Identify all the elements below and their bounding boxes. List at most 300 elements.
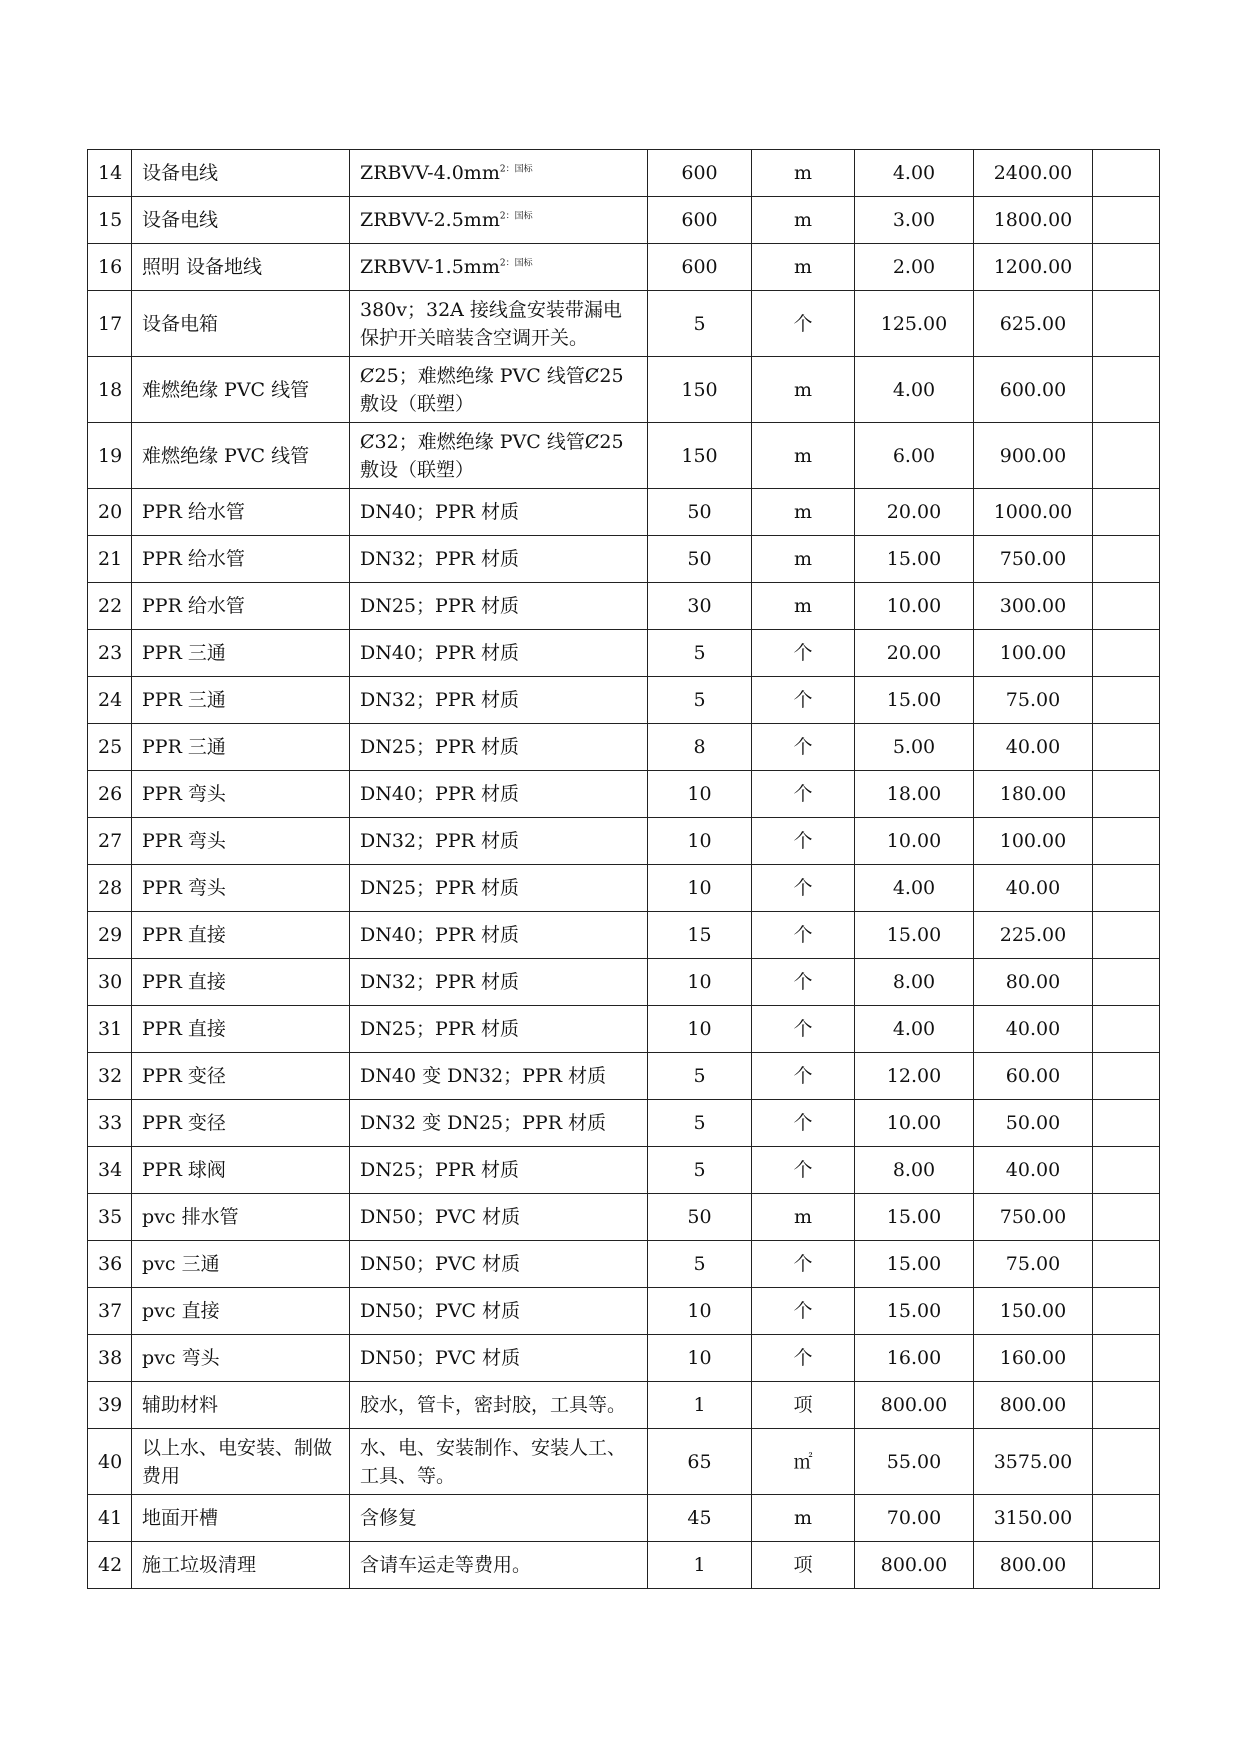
item-remark-cell — [1093, 1542, 1160, 1589]
item-unit-text: ㎡ — [793, 1450, 813, 1473]
item-unit-cell — [752, 1053, 855, 1100]
item-quantity-cell — [648, 1053, 752, 1100]
item-name-text: PPR 球阀 — [142, 1159, 226, 1181]
item-spec-cell — [350, 583, 648, 630]
item-number-text: 16 — [98, 256, 123, 278]
item-total-text: 625.00 — [999, 312, 1067, 335]
item-unit-price-cell — [855, 1241, 974, 1288]
item-spec-cell — [350, 423, 648, 489]
item-unit-price-cell — [855, 771, 974, 818]
item-total-text: 150.00 — [999, 1300, 1067, 1322]
item-total-cell — [974, 1429, 1093, 1495]
spec-superscript-note: 2：国标 — [499, 164, 533, 175]
item-remark-cell — [1093, 724, 1160, 771]
item-name-cell — [132, 1335, 350, 1382]
item-unit-cell — [752, 583, 855, 630]
item-unit-text: m — [793, 595, 813, 617]
item-total-text: 180.00 — [999, 783, 1067, 805]
item-unit-price-text: 125.00 — [880, 312, 948, 335]
item-total-text: 1200.00 — [993, 256, 1073, 278]
table-row — [88, 912, 1160, 959]
item-unit-cell — [752, 1288, 855, 1335]
item-total-text: 800.00 — [999, 1554, 1067, 1576]
table-row — [88, 1006, 1160, 1053]
table-row — [88, 771, 1160, 818]
item-unit-price-text: 20.00 — [886, 642, 942, 664]
item-number-cell — [88, 150, 132, 197]
item-total-text: 2400.00 — [993, 162, 1073, 184]
item-name-cell — [132, 724, 350, 771]
item-total-text: 100.00 — [999, 642, 1067, 664]
table-row — [88, 357, 1160, 423]
item-unit-price-text: 2.00 — [892, 256, 936, 278]
table-row — [88, 1147, 1160, 1194]
item-total-cell — [974, 244, 1093, 291]
table-row — [88, 583, 1160, 630]
item-remark-cell — [1093, 1053, 1160, 1100]
item-quantity-cell — [648, 1288, 752, 1335]
item-spec-text: ZRBVV-4.0mm — [360, 162, 500, 184]
table-row — [88, 724, 1160, 771]
item-unit-price-cell — [855, 423, 974, 489]
item-unit-price-cell — [855, 244, 974, 291]
table-row — [88, 865, 1160, 912]
item-name-text: 设备电线 — [142, 209, 219, 231]
item-total-cell — [974, 1100, 1093, 1147]
item-name-text: 施工垃圾清理 — [142, 1554, 257, 1576]
item-spec-cell — [350, 1382, 648, 1429]
item-spec-text: DN32；PPR 材质 — [360, 830, 519, 852]
item-name-cell — [132, 1288, 350, 1335]
item-unit-price-cell — [855, 357, 974, 423]
item-unit-cell — [752, 150, 855, 197]
table-row — [88, 291, 1160, 357]
item-unit-cell — [752, 771, 855, 818]
item-unit-price-cell — [855, 489, 974, 536]
item-spec-text: Ȼ25；难燃绝缘 PVC 线管Ȼ25 敷设（联塑） — [360, 364, 624, 415]
item-unit-text: 个 — [793, 1253, 813, 1275]
item-spec-text: DN40；PPR 材质 — [360, 642, 519, 664]
item-spec-cell — [350, 771, 648, 818]
item-quantity-cell — [648, 630, 752, 677]
item-number-cell — [88, 630, 132, 677]
item-spec-cell — [350, 959, 648, 1006]
item-name-text: PPR 三通 — [142, 689, 226, 711]
table-row — [88, 1053, 1160, 1100]
item-name-text: pvc 排水管 — [142, 1206, 239, 1228]
item-number-text: 32 — [98, 1065, 123, 1087]
table-row — [88, 1495, 1160, 1542]
table-row — [88, 197, 1160, 244]
item-quantity-text: 10 — [687, 783, 712, 805]
item-name-cell — [132, 291, 350, 357]
item-spec-text: 含修复 — [360, 1507, 418, 1529]
item-unit-price-cell — [855, 1542, 974, 1589]
item-name-cell — [132, 677, 350, 724]
item-quantity-text: 5 — [693, 1159, 706, 1181]
item-number-cell — [88, 423, 132, 489]
item-number-text: 38 — [98, 1347, 123, 1369]
item-unit-price-text: 10.00 — [886, 595, 942, 617]
item-unit-text: 个 — [793, 312, 813, 335]
item-unit-price-text: 15.00 — [886, 689, 942, 711]
item-name-cell — [132, 1100, 350, 1147]
item-name-cell — [132, 1495, 350, 1542]
item-number-text: 24 — [98, 689, 123, 711]
item-number-cell — [88, 724, 132, 771]
item-unit-cell — [752, 1335, 855, 1382]
item-unit-text: 个 — [793, 924, 813, 946]
item-unit-cell — [752, 959, 855, 1006]
item-unit-price-cell — [855, 1288, 974, 1335]
item-total-text: 300.00 — [999, 595, 1067, 617]
item-unit-price-text: 8.00 — [892, 1159, 936, 1181]
item-unit-text: m — [793, 501, 813, 523]
item-number-text: 19 — [98, 444, 123, 467]
item-number-cell — [88, 489, 132, 536]
item-name-cell — [132, 197, 350, 244]
item-number-cell — [88, 1194, 132, 1241]
item-spec-text: ZRBVV-1.5mm — [360, 256, 500, 278]
item-name-text: 地面开槽 — [142, 1507, 219, 1529]
item-spec-text: DN50；PVC 材质 — [360, 1206, 521, 1228]
item-quantity-cell — [648, 771, 752, 818]
item-spec-text: 胶水，管卡，密封胶，工具等。 — [360, 1394, 627, 1416]
item-name-text: 设备电线 — [142, 162, 219, 184]
item-name-text: 辅助材料 — [142, 1394, 219, 1416]
item-quantity-text: 50 — [687, 501, 712, 523]
item-spec-text: DN25；PPR 材质 — [360, 1018, 519, 1040]
item-spec-cell — [350, 197, 648, 244]
item-quantity-text: 10 — [687, 877, 712, 899]
item-total-cell — [974, 291, 1093, 357]
item-spec-cell — [350, 1335, 648, 1382]
item-unit-price-cell — [855, 150, 974, 197]
item-quantity-cell — [648, 583, 752, 630]
item-remark-cell — [1093, 1288, 1160, 1335]
item-remark-cell — [1093, 423, 1160, 489]
item-total-text: 750.00 — [999, 548, 1067, 570]
item-number-text: 18 — [98, 378, 123, 401]
item-unit-cell — [752, 291, 855, 357]
item-total-cell — [974, 423, 1093, 489]
table-row — [88, 630, 1160, 677]
item-name-cell — [132, 357, 350, 423]
item-spec-text: DN40；PPR 材质 — [360, 501, 519, 523]
item-name-cell — [132, 912, 350, 959]
item-unit-price-cell — [855, 1382, 974, 1429]
item-spec-text: DN32；PPR 材质 — [360, 971, 519, 993]
bill-of-quantities-table — [87, 149, 1160, 1589]
item-total-text: 750.00 — [999, 1206, 1067, 1228]
item-unit-text: 个 — [793, 689, 813, 711]
item-name-cell — [132, 771, 350, 818]
item-spec-cell — [350, 291, 648, 357]
item-number-text: 41 — [98, 1507, 123, 1529]
item-name-text: PPR 直接 — [142, 924, 226, 946]
item-quantity-cell — [648, 536, 752, 583]
item-remark-cell — [1093, 959, 1160, 1006]
item-unit-cell — [752, 489, 855, 536]
item-name-text: pvc 三通 — [142, 1253, 220, 1275]
item-name-text: PPR 弯头 — [142, 783, 226, 805]
item-quantity-text: 150 — [681, 444, 718, 467]
item-name-cell — [132, 865, 350, 912]
item-remark-cell — [1093, 1429, 1160, 1495]
item-number-cell — [88, 291, 132, 357]
item-unit-text: m — [793, 209, 813, 231]
item-number-cell — [88, 771, 132, 818]
item-unit-price-text: 5.00 — [892, 736, 936, 758]
item-unit-text: 个 — [793, 1300, 813, 1322]
item-unit-cell — [752, 423, 855, 489]
item-name-text: PPR 直接 — [142, 971, 226, 993]
item-total-text: 40.00 — [1005, 736, 1061, 758]
item-number-text: 21 — [98, 548, 123, 570]
item-unit-text: 个 — [793, 736, 813, 758]
item-unit-cell — [752, 1542, 855, 1589]
item-spec-cell — [350, 677, 648, 724]
item-number-text: 42 — [98, 1554, 123, 1576]
table-row — [88, 1241, 1160, 1288]
table-row — [88, 536, 1160, 583]
item-name-cell — [132, 423, 350, 489]
item-quantity-text: 150 — [681, 378, 718, 401]
item-total-cell — [974, 865, 1093, 912]
item-quantity-text: 5 — [693, 689, 706, 711]
item-unit-text: 个 — [793, 877, 813, 899]
item-spec-cell — [350, 1241, 648, 1288]
item-total-text: 40.00 — [1005, 877, 1061, 899]
item-spec-cell — [350, 536, 648, 583]
item-quantity-text: 1 — [693, 1394, 706, 1416]
item-spec-cell — [350, 1495, 648, 1542]
item-unit-cell — [752, 357, 855, 423]
item-unit-text: 个 — [793, 642, 813, 664]
table-body — [88, 150, 1160, 1589]
item-quantity-cell — [648, 1495, 752, 1542]
item-name-cell — [132, 630, 350, 677]
spec-superscript-note: 2：国标 — [499, 211, 533, 222]
item-unit-price-text: 3.00 — [892, 209, 936, 231]
table-row — [88, 244, 1160, 291]
item-total-cell — [974, 677, 1093, 724]
item-unit-price-text: 800.00 — [880, 1554, 948, 1576]
item-unit-text: 个 — [793, 1065, 813, 1087]
item-number-text: 27 — [98, 830, 123, 852]
item-unit-price-text: 4.00 — [892, 877, 936, 899]
item-total-cell — [974, 912, 1093, 959]
item-name-text: PPR 弯头 — [142, 877, 226, 899]
spec-superscript-note: 2：国标 — [499, 258, 533, 269]
item-quantity-cell — [648, 1006, 752, 1053]
item-quantity-text: 10 — [687, 1347, 712, 1369]
item-number-cell — [88, 1241, 132, 1288]
item-spec-text: DN50；PVC 材质 — [360, 1347, 521, 1369]
item-name-cell — [132, 1542, 350, 1589]
item-quantity-text: 50 — [687, 1206, 712, 1228]
item-total-text: 800.00 — [999, 1394, 1067, 1416]
item-name-text: PPR 直接 — [142, 1018, 226, 1040]
item-total-text: 75.00 — [1005, 689, 1061, 711]
item-quantity-text: 45 — [687, 1507, 712, 1529]
item-total-text: 3150.00 — [993, 1507, 1073, 1529]
item-unit-price-text: 4.00 — [892, 1018, 936, 1040]
item-total-cell — [974, 536, 1093, 583]
item-spec-text: DN40；PPR 材质 — [360, 924, 519, 946]
item-name-cell — [132, 583, 350, 630]
item-unit-cell — [752, 818, 855, 865]
item-unit-price-text: 15.00 — [886, 1253, 942, 1275]
item-unit-price-text: 4.00 — [892, 162, 936, 184]
item-unit-price-cell — [855, 1194, 974, 1241]
item-number-cell — [88, 1542, 132, 1589]
item-name-text: PPR 给水管 — [142, 595, 245, 617]
item-total-cell — [974, 1194, 1093, 1241]
table-row — [88, 1335, 1160, 1382]
item-spec-cell — [350, 865, 648, 912]
item-quantity-text: 30 — [687, 595, 712, 617]
item-number-cell — [88, 536, 132, 583]
item-quantity-text: 600 — [681, 209, 718, 231]
item-number-text: 25 — [98, 736, 123, 758]
item-quantity-cell — [648, 1241, 752, 1288]
item-unit-text: m — [793, 1206, 813, 1228]
item-unit-text: m — [793, 548, 813, 570]
table-row — [88, 1542, 1160, 1589]
item-unit-cell — [752, 1194, 855, 1241]
item-remark-cell — [1093, 912, 1160, 959]
item-remark-cell — [1093, 1382, 1160, 1429]
item-number-cell — [88, 865, 132, 912]
item-unit-text: 个 — [793, 1347, 813, 1369]
item-total-cell — [974, 583, 1093, 630]
item-unit-cell — [752, 1495, 855, 1542]
item-total-text: 50.00 — [1005, 1112, 1061, 1134]
item-name-text: pvc 直接 — [142, 1300, 220, 1322]
item-name-text: 照明 设备地线 — [142, 256, 263, 278]
item-name-text: PPR 弯头 — [142, 830, 226, 852]
item-total-text: 600.00 — [999, 378, 1067, 401]
item-unit-price-cell — [855, 197, 974, 244]
item-unit-cell — [752, 1429, 855, 1495]
item-number-cell — [88, 244, 132, 291]
item-unit-text: 个 — [793, 783, 813, 805]
item-name-text: PPR 给水管 — [142, 548, 245, 570]
item-quantity-cell — [648, 865, 752, 912]
item-total-cell — [974, 1053, 1093, 1100]
item-spec-text: 含请车运走等费用。 — [360, 1554, 532, 1576]
item-total-cell — [974, 959, 1093, 1006]
item-remark-cell — [1093, 1241, 1160, 1288]
item-unit-cell — [752, 1382, 855, 1429]
item-number-text: 28 — [98, 877, 123, 899]
item-remark-cell — [1093, 489, 1160, 536]
item-unit-price-text: 800.00 — [880, 1394, 948, 1416]
table-row — [88, 150, 1160, 197]
item-remark-cell — [1093, 197, 1160, 244]
item-number-text: 35 — [98, 1206, 123, 1228]
item-unit-price-cell — [855, 724, 974, 771]
item-name-text: 难燃绝缘 PVC 线管 — [142, 444, 310, 467]
item-unit-price-cell — [855, 959, 974, 1006]
item-number-cell — [88, 1495, 132, 1542]
table-row — [88, 1429, 1160, 1495]
item-quantity-text: 10 — [687, 1300, 712, 1322]
item-unit-cell — [752, 912, 855, 959]
item-unit-cell — [752, 197, 855, 244]
item-name-cell — [132, 536, 350, 583]
item-total-cell — [974, 1495, 1093, 1542]
item-number-text: 20 — [98, 501, 123, 523]
item-unit-cell — [752, 724, 855, 771]
item-unit-text: 个 — [793, 830, 813, 852]
item-number-text: 37 — [98, 1300, 123, 1322]
item-number-text: 36 — [98, 1253, 123, 1275]
item-number-cell — [88, 677, 132, 724]
item-name-text: PPR 变径 — [142, 1065, 226, 1087]
item-unit-price-text: 6.00 — [892, 444, 936, 467]
item-total-cell — [974, 818, 1093, 865]
item-spec-text: DN40 变 DN32；PPR 材质 — [360, 1065, 607, 1087]
item-name-cell — [132, 150, 350, 197]
item-spec-text: DN32 变 DN25；PPR 材质 — [360, 1112, 607, 1134]
item-total-cell — [974, 150, 1093, 197]
item-quantity-cell — [648, 1335, 752, 1382]
item-spec-cell — [350, 357, 648, 423]
item-unit-price-text: 15.00 — [886, 924, 942, 946]
item-total-text: 1800.00 — [993, 209, 1073, 231]
item-total-cell — [974, 197, 1093, 244]
item-number-text: 30 — [98, 971, 123, 993]
item-remark-cell — [1093, 1147, 1160, 1194]
item-total-cell — [974, 357, 1093, 423]
item-number-cell — [88, 818, 132, 865]
item-remark-cell — [1093, 630, 1160, 677]
item-unit-cell — [752, 1006, 855, 1053]
item-name-text: 以上水、电安装、制做费用 — [142, 1436, 333, 1487]
item-name-text: 设备电箱 — [142, 312, 219, 335]
item-spec-text: DN25；PPR 材质 — [360, 736, 519, 758]
item-name-cell — [132, 1382, 350, 1429]
item-total-cell — [974, 1542, 1093, 1589]
item-number-cell — [88, 1100, 132, 1147]
item-spec-cell — [350, 1429, 648, 1495]
table-row — [88, 423, 1160, 489]
item-unit-price-text: 18.00 — [886, 783, 942, 805]
item-unit-price-cell — [855, 1495, 974, 1542]
item-total-cell — [974, 771, 1093, 818]
item-unit-price-text: 16.00 — [886, 1347, 942, 1369]
item-number-text: 17 — [98, 312, 123, 335]
item-quantity-text: 8 — [693, 736, 706, 758]
item-number-text: 23 — [98, 642, 123, 664]
item-total-text: 60.00 — [1005, 1065, 1061, 1087]
item-spec-cell — [350, 912, 648, 959]
item-spec-text: ZRBVV-2.5mm — [360, 209, 500, 231]
item-unit-price-cell — [855, 1006, 974, 1053]
item-spec-cell — [350, 1288, 648, 1335]
item-total-cell — [974, 724, 1093, 771]
item-remark-cell — [1093, 1495, 1160, 1542]
item-total-text: 80.00 — [1005, 971, 1061, 993]
item-unit-text: m — [793, 256, 813, 278]
item-unit-cell — [752, 865, 855, 912]
item-number-text: 33 — [98, 1112, 123, 1134]
item-unit-price-cell — [855, 1053, 974, 1100]
item-spec-cell — [350, 1542, 648, 1589]
item-quantity-text: 5 — [693, 642, 706, 664]
